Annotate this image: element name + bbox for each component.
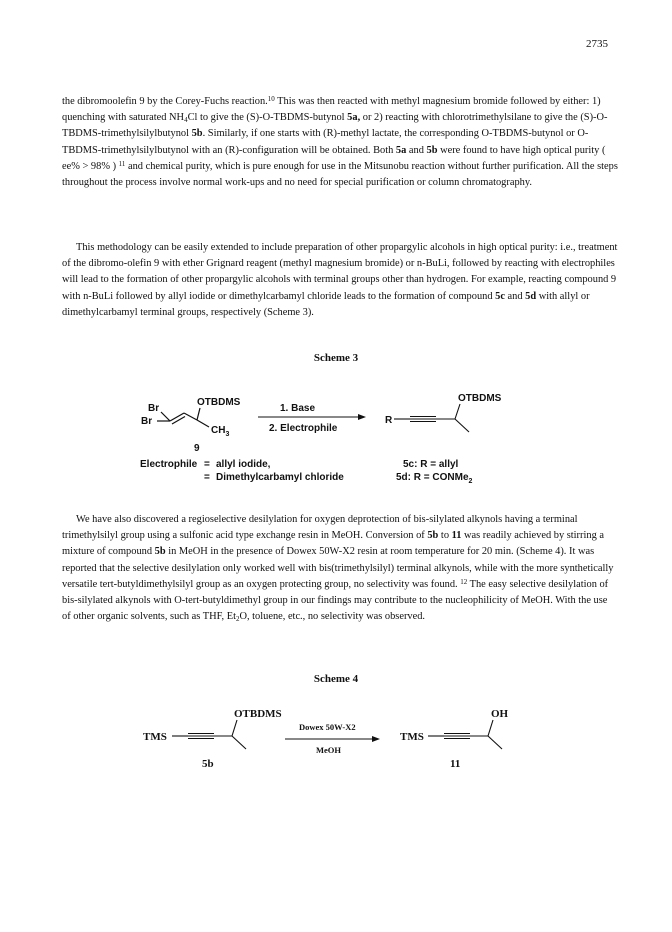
compound-9-label: 9 (194, 443, 200, 454)
citation-10: 10 (267, 95, 275, 103)
svg-text:=: = (204, 459, 210, 470)
compound-5b-label: 5b (202, 758, 214, 770)
electrophile-label: Electrophile (140, 459, 198, 470)
citation-12: 12 (460, 577, 468, 586)
svg-text:=: = (204, 472, 210, 483)
br-top-label: Br (148, 403, 160, 414)
compound-5b: 5b (191, 128, 203, 140)
electrophile-allyl-iodide: allyl iodide, (216, 459, 271, 470)
electrophile-dimethylcarbamyl-chloride: Dimethylcarbamyl chloride (216, 472, 344, 483)
compound-9-bonds (157, 408, 209, 427)
product-5c-label: 5c: R = allyl (403, 459, 459, 470)
otbdms-label: OTBDMS (234, 708, 282, 720)
tms-right-label: TMS (400, 731, 424, 743)
compound-11-label: 11 (450, 758, 461, 770)
step-1-base: 1. Base (280, 403, 316, 414)
product-5d-label: 5d: R = CONMe$_2$ (396, 472, 473, 485)
otbdms-left-label: OTBDMS (197, 397, 241, 408)
citation-11: 11 (118, 159, 126, 168)
arrow-head-3 (358, 414, 366, 420)
otbdms-right-label: OTBDMS (458, 393, 502, 404)
compound-5d: 5d (525, 290, 537, 302)
paragraph-3: We have also discovered a regioselective desilylation for oxygen deprotection of bis-silylated alkynols having a terminal trimethylsilyl group using a sulfonic acid type exchange resin in MeOH. Conversion of 5b to 11 was readily achieved by stirring a mixture of compound 5b in MeOH in the presence of Dowex 50W-X2 resin at room temperature for 20 min. (Scheme 4). It was reported that the selective desilylation only worked well with bis(trimethylsilyl) terminal alkynols, while with the more synthetically versatile tert-butyldimethylsilyl group as an oxygen protecting group, no selectivity was found. $^{12}$ The easy selective desilylation of bis-silylated alkynols with O-tert-butyldimethyl group in our findings may contribute to the nucleophilicity of MeOH. With the use of other organic solvents, such as THF, $Et_2O$, toluene, etc., no selectivity was observed. (62, 514, 614, 624)
paragraph-2: This methodology can be easily extended to include preparation of other propargylic alcohols in high optical purity: i.e., treatment of the dibromo-olefin 9 with ether Grignard reagent (methyl magnesium bromide) or n-BuLi, followed by reacting with electrophiles will lead to the formation of other propargylic alcohols with terminal groups other than hydrogen. For example, reacting compound 9 with n-BuLi followed by allyl iodide or dimethylcarbamyl chloride leads to the formation of compound 5c and 5d with allyl or dimethylcarbamyl terminal groups, respectively (Scheme 3). (62, 242, 618, 318)
scheme-3-title: Scheme 3 (313, 352, 359, 364)
scheme-4-bonds (172, 720, 502, 749)
compound-5b: 5b (427, 530, 439, 542)
arrow-head-4 (372, 736, 380, 742)
scheme-4-title: Scheme 4 (313, 673, 359, 685)
compound-5c: 5c (495, 290, 505, 302)
ch3-label: $CH_3$ (211, 425, 230, 438)
oh-label: OH (491, 708, 509, 720)
compound-11: 11 (451, 530, 462, 542)
solvent-meoh: MeOH (316, 745, 342, 755)
reagent-dowex: Dowex 50W-X2 (299, 722, 356, 732)
compound-5a: 5a, (347, 112, 361, 124)
tms-left-label: TMS (143, 731, 167, 743)
paragraph-1: the dibromoolefin 9 by the Corey-Fuchs reaction.$^{10}$ This was then reacted with methyl magnesium bromide followed by either: 1) quenching with saturated $NH_4Cl$ to give the (S)-O-TBDMS-butynol 5a, or 2) reacting with chlorotrimethylsilane to give the (S)-O-TBDMS-trimethylsilylbutynol 5b. Similarly, if one starts with (R)-methyl lactate, the corresponding O-TBDMS-butynol or O-TBDMS-trimethylsilylbutynol with an (R)-configuration will be obtained. Both 5a and 5b were found to have high optical purity ( ee% > 98% ) $^{11}$ and chemical purity, which is pure enough for use in the Mitsunobu reaction without further purification. All the steps throughout the process involve normal work-ups and no need for special purification or column chromatography. (62, 95, 618, 189)
step-2-electrophile: 2. Electrophile (269, 423, 338, 434)
product-alkyne-bonds (394, 404, 469, 432)
br-left-label: Br (141, 416, 153, 427)
r-label: R (385, 415, 393, 426)
page-number: 2735 (586, 38, 608, 50)
